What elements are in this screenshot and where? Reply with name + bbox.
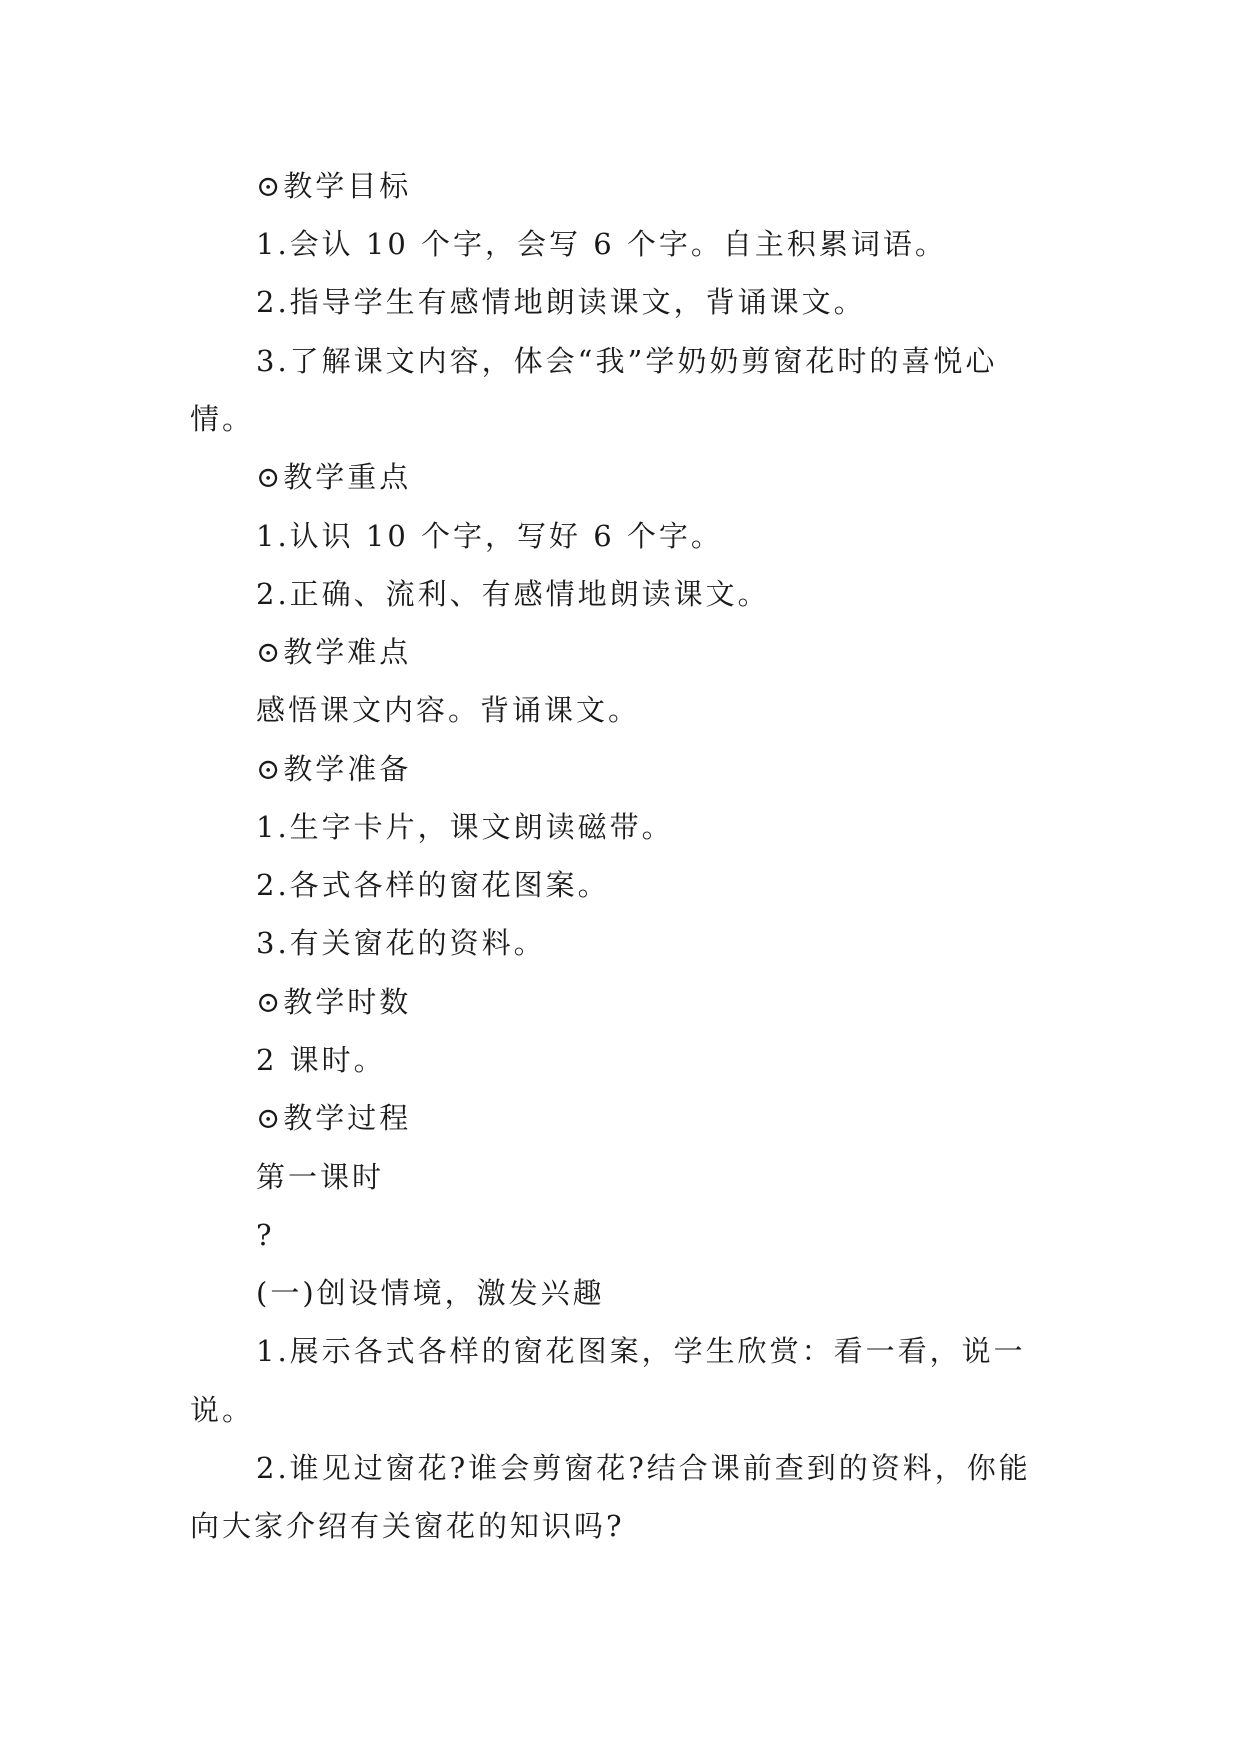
section-heading-process: ⊙教学过程 [256,1101,412,1135]
paragraph-line: 2.各式各样的窗花图案。 [256,868,610,902]
section-heading-key-points: ⊙教学重点 [256,460,412,494]
subheading-step-one: (一)创设情境，激发兴趣 [256,1276,605,1310]
section-heading-preparation: ⊙教学准备 [256,752,412,786]
paragraph-line: 情。 [190,402,255,436]
paragraph-line: 1.生字卡片，课文朗读磁带。 [256,810,674,844]
paragraph-line: 3.了解课文内容，体会“我”学奶奶剪窗花时的喜悦心 [256,344,998,378]
paragraph-line: 2.正确、流利、有感情地朗读课文。 [256,577,770,611]
paragraph-line: 2 课时。 [256,1043,386,1077]
section-heading-hours: ⊙教学时数 [256,985,412,1019]
section-heading-objectives: ⊙教学目标 [256,169,412,203]
paragraph-line: 1.会认 10 个字，会写 6 个字。自主积累词语。 [256,227,947,261]
paragraph-line: 2.谁见过窗花?谁会剪窗花?结合课前查到的资料，你能 [256,1451,1031,1485]
paragraph-line: ? [256,1218,275,1252]
paragraph-line: 向大家介绍有关窗花的知识吗? [190,1509,625,1543]
section-heading-difficulties: ⊙教学难点 [256,635,412,669]
paragraph-line: 3.有关窗花的资料。 [256,926,546,960]
paragraph-line: 1.展示各式各样的窗花图案，学生欣赏：看一看，说一 [256,1334,1026,1368]
subheading-first-lesson: 第一课时 [256,1160,385,1194]
paragraph-line: 说。 [190,1393,255,1427]
paragraph-line: 感悟课文内容。背诵课文。 [256,693,641,727]
paragraph-line: 1.认识 10 个字，写好 6 个字。 [256,519,723,553]
paragraph-line: 2.指导学生有感情地朗读课文，背诵课文。 [256,285,866,319]
